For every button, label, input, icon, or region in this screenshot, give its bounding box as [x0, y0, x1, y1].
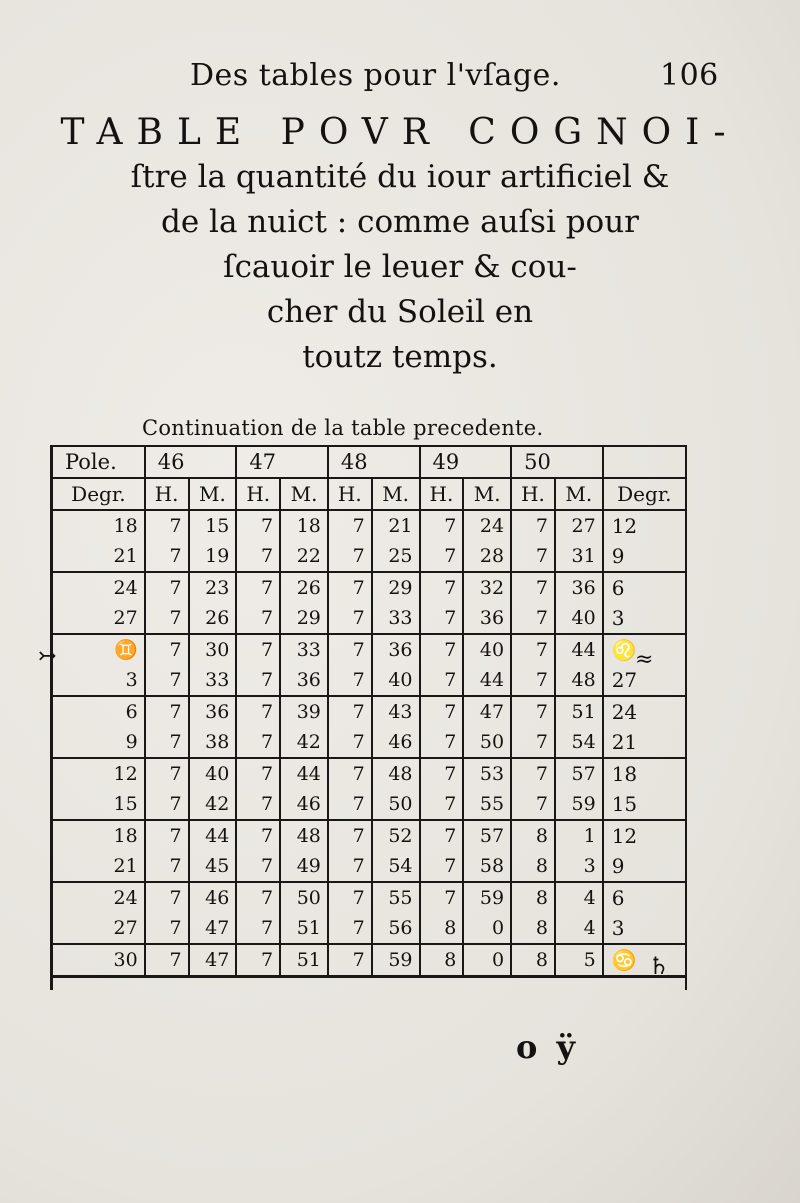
hour-cell: 7	[236, 603, 280, 634]
degree-cell-right: 15	[603, 789, 685, 820]
hour-header: H.	[145, 478, 189, 510]
table-row	[53, 789, 685, 820]
sun-table-grid	[53, 445, 685, 978]
minute-cell: 40	[189, 758, 237, 789]
degree-cell-right: 9	[603, 851, 685, 882]
pole-value: 47	[236, 446, 328, 478]
pointing-hand-mark: ↣	[38, 644, 57, 669]
hour-cell: 7	[145, 851, 189, 882]
hour-cell: 7	[328, 727, 372, 758]
hour-cell: 7	[420, 603, 464, 634]
minute-cell: 38	[189, 727, 237, 758]
degree-cell-right: 6	[611, 886, 625, 910]
hour-cell: 7	[236, 727, 280, 758]
minute-cell: 26	[189, 603, 237, 634]
minute-cell: 56	[372, 913, 420, 944]
minute-cell: 32	[463, 572, 511, 603]
title-line-2: ſtre la quantité du iour artificiel &	[130, 159, 670, 195]
hour-cell: 8	[511, 913, 555, 944]
minute-cell: 57	[463, 820, 511, 851]
table-title	[40, 110, 760, 380]
degree-cell-right: 18	[611, 762, 638, 786]
hour-cell: 7	[145, 758, 189, 789]
minute-header: M.	[463, 478, 511, 510]
minute-cell: 40	[372, 665, 420, 696]
minute-cell: 1	[555, 820, 603, 851]
hour-cell: 7	[328, 541, 372, 572]
minute-cell: 4	[555, 882, 603, 913]
hour-cell: 7	[511, 789, 555, 820]
hour-cell: 7	[236, 696, 280, 727]
hour-cell: 7	[236, 510, 280, 541]
hour-header: H.	[511, 478, 555, 510]
degree-cell: 27	[53, 913, 145, 944]
minute-cell: 40	[555, 603, 603, 634]
aquarius-mark: ≈	[635, 647, 654, 672]
minute-cell: 15	[189, 510, 237, 541]
hour-cell: 7	[328, 851, 372, 882]
minute-cell: 19	[189, 541, 237, 572]
hour-cell: 7	[145, 634, 189, 665]
pole-value: 49	[420, 446, 512, 478]
minute-cell: 47	[463, 696, 511, 727]
title-line-3: de la nuict : comme auſsi pour	[160, 204, 640, 240]
hour-cell: 7	[511, 603, 555, 634]
degree-cell: 6	[53, 696, 145, 727]
minute-cell: 36	[555, 572, 603, 603]
degree-cell-right: 27	[603, 665, 685, 696]
minute-cell: 42	[189, 789, 237, 820]
hour-cell: 7	[328, 820, 372, 851]
minute-cell: 36	[372, 634, 420, 665]
table-row	[53, 882, 685, 913]
hour-cell: 7	[328, 510, 372, 541]
hour-cell: 7	[420, 851, 464, 882]
pole-label: Pole.	[53, 446, 145, 478]
hour-cell: 7	[236, 572, 280, 603]
degree-cell: 18	[53, 510, 145, 541]
minute-cell: 33	[189, 665, 237, 696]
hour-cell: 7	[328, 944, 372, 977]
hour-cell: 7	[420, 758, 464, 789]
page-number: 106	[660, 58, 719, 93]
degree-cell-right: 3	[603, 603, 685, 634]
degree-cell: 21	[53, 851, 145, 882]
hour-cell: 7	[145, 665, 189, 696]
minute-header: M.	[555, 478, 603, 510]
hour-cell: 8	[420, 913, 464, 944]
minute-cell: 46	[372, 727, 420, 758]
minute-cell: 57	[555, 758, 603, 789]
table-body	[53, 510, 685, 977]
minute-cell: 51	[555, 696, 603, 727]
hour-cell: 7	[145, 510, 189, 541]
minute-cell: 29	[372, 572, 420, 603]
degree-cell: 24	[53, 572, 145, 603]
hour-cell: 7	[145, 913, 189, 944]
minute-header: M.	[372, 478, 420, 510]
degree-cell-right: 24	[611, 700, 638, 724]
table-row	[53, 665, 685, 696]
minute-cell: 3	[555, 851, 603, 882]
hour-cell: 7	[420, 510, 464, 541]
degree-cell: 18	[53, 820, 145, 851]
minute-cell: 47	[189, 944, 237, 977]
hour-cell: 7	[420, 882, 464, 913]
table-row	[53, 634, 685, 665]
degree-cell-right: ♌	[611, 638, 637, 662]
minute-cell: 49	[280, 851, 328, 882]
degree-cell: 30	[53, 944, 145, 977]
minute-cell: 48	[555, 665, 603, 696]
saturn-mark: ♄	[648, 952, 670, 980]
hour-cell: 7	[328, 789, 372, 820]
minute-cell: 28	[463, 541, 511, 572]
minute-cell: 4	[555, 913, 603, 944]
hour-cell: 7	[145, 789, 189, 820]
minute-cell: 47	[189, 913, 237, 944]
hour-cell: 7	[420, 820, 464, 851]
hour-cell: 7	[236, 541, 280, 572]
table-caption: Continuation de la table precedente.	[142, 416, 544, 440]
pole-value: 50	[511, 446, 603, 478]
hour-cell: 7	[145, 944, 189, 977]
degree-cell: 12	[53, 758, 145, 789]
header-row	[53, 478, 685, 510]
minute-cell: 33	[280, 634, 328, 665]
pole-value: 48	[328, 446, 420, 478]
running-title: Des tables pour l'vſage.	[190, 58, 561, 93]
minute-cell: 5	[555, 944, 603, 977]
degr-header-right: Degr.	[603, 478, 685, 510]
table-row	[53, 944, 685, 977]
hour-cell: 7	[420, 727, 464, 758]
table-row	[53, 510, 685, 541]
minute-cell: 36	[280, 665, 328, 696]
hour-cell: 7	[328, 603, 372, 634]
minute-cell: 36	[189, 696, 237, 727]
minute-cell: 36	[463, 603, 511, 634]
hour-cell: 8	[511, 820, 555, 851]
hour-cell: 7	[145, 541, 189, 572]
table-row	[53, 603, 685, 634]
table-row	[53, 913, 685, 944]
degree-cell-right: ♋	[603, 944, 685, 977]
hour-cell: 7	[236, 634, 280, 665]
hour-cell: 7	[328, 572, 372, 603]
minute-cell: 40	[463, 634, 511, 665]
hour-cell: 7	[236, 944, 280, 977]
table-row	[53, 820, 685, 851]
degree-cell: 27	[53, 603, 145, 634]
minute-cell: 0	[463, 913, 511, 944]
hour-cell: 7	[420, 634, 464, 665]
minute-cell: 42	[280, 727, 328, 758]
minute-cell: 51	[280, 913, 328, 944]
hour-cell: 7	[420, 696, 464, 727]
minute-cell: 51	[280, 944, 328, 977]
minute-cell: 46	[280, 789, 328, 820]
minute-cell: 59	[555, 789, 603, 820]
table-row	[53, 758, 685, 789]
degree-cell-right: 3	[603, 913, 685, 944]
hour-header: H.	[328, 478, 372, 510]
minute-cell: 18	[280, 510, 328, 541]
minute-cell: 21	[372, 510, 420, 541]
hour-cell: 7	[236, 665, 280, 696]
hour-cell: 8	[511, 944, 555, 977]
minute-cell: 59	[463, 882, 511, 913]
minute-cell: 48	[372, 758, 420, 789]
degree-cell-right: 21	[603, 727, 685, 758]
minute-header: M.	[280, 478, 328, 510]
minute-cell: 26	[280, 572, 328, 603]
hour-cell: 7	[145, 820, 189, 851]
hour-cell: 7	[511, 665, 555, 696]
degree-cell: 21	[53, 541, 145, 572]
hour-cell: 7	[328, 665, 372, 696]
hour-cell: 8	[420, 944, 464, 977]
minute-cell: 55	[372, 882, 420, 913]
hour-cell: 7	[328, 913, 372, 944]
degr-header: Degr.	[53, 478, 145, 510]
hour-cell: 7	[236, 913, 280, 944]
hour-cell: 7	[145, 727, 189, 758]
pole-value: 46	[145, 446, 237, 478]
hour-cell: 7	[511, 758, 555, 789]
minute-cell: 31	[555, 541, 603, 572]
minute-cell: 29	[280, 603, 328, 634]
hour-cell: 7	[145, 696, 189, 727]
hour-cell: 7	[328, 634, 372, 665]
minute-cell: 52	[372, 820, 420, 851]
degree-cell: 24	[53, 882, 145, 913]
pole-empty	[603, 446, 685, 478]
minute-cell: 55	[463, 789, 511, 820]
sun-table	[50, 445, 687, 990]
pole-row	[53, 446, 685, 478]
hour-cell: 7	[328, 882, 372, 913]
hour-cell: 7	[236, 758, 280, 789]
minute-cell: 27	[555, 510, 603, 541]
minute-cell: 39	[280, 696, 328, 727]
hour-cell: 7	[511, 572, 555, 603]
degree-cell-right: 6	[611, 576, 625, 600]
minute-cell: 50	[463, 727, 511, 758]
minute-cell: 44	[555, 634, 603, 665]
degree-cell-right: 12	[611, 824, 638, 848]
minute-cell: 25	[372, 541, 420, 572]
title-line-6: toutz temps.	[302, 339, 498, 375]
hour-cell: 8	[511, 882, 555, 913]
hour-cell: 8	[511, 851, 555, 882]
hour-cell: 7	[511, 696, 555, 727]
hour-cell: 7	[145, 882, 189, 913]
minute-cell: 30	[189, 634, 237, 665]
hour-cell: 7	[145, 603, 189, 634]
minute-cell: 59	[372, 944, 420, 977]
minute-cell: 24	[463, 510, 511, 541]
minute-cell: 50	[280, 882, 328, 913]
table-row	[53, 727, 685, 758]
hour-cell: 7	[420, 572, 464, 603]
minute-header: M.	[189, 478, 237, 510]
degree-cell-right: 12	[611, 514, 638, 538]
minute-cell: 48	[280, 820, 328, 851]
hour-cell: 7	[236, 789, 280, 820]
table-row	[53, 851, 685, 882]
minute-cell: 22	[280, 541, 328, 572]
minute-cell: 44	[189, 820, 237, 851]
table-row	[53, 541, 685, 572]
minute-cell: 44	[280, 758, 328, 789]
minute-cell: 23	[189, 572, 237, 603]
minute-cell: 54	[555, 727, 603, 758]
minute-cell: 46	[189, 882, 237, 913]
degree-cell: 9	[53, 727, 145, 758]
minute-cell: 43	[372, 696, 420, 727]
hour-cell: 7	[328, 696, 372, 727]
hour-cell: 7	[236, 820, 280, 851]
title-line-1: TABLE POVR COGNOI-	[60, 112, 740, 153]
minute-cell: 0	[463, 944, 511, 977]
hour-cell: 7	[511, 510, 555, 541]
title-line-4: ſcauoir le leuer & cou-	[223, 249, 577, 285]
hour-cell: 7	[420, 541, 464, 572]
minute-cell: 58	[463, 851, 511, 882]
hour-header: H.	[420, 478, 464, 510]
hour-cell: 7	[236, 851, 280, 882]
hour-cell: 7	[328, 758, 372, 789]
signature-mark: o ÿ	[516, 1028, 580, 1066]
degree-cell: 3	[53, 665, 145, 696]
minute-cell: 50	[372, 789, 420, 820]
minute-cell: 44	[463, 665, 511, 696]
minute-cell: 53	[463, 758, 511, 789]
hour-cell: 7	[420, 789, 464, 820]
hour-cell: 7	[511, 634, 555, 665]
hour-cell: 7	[145, 572, 189, 603]
minute-cell: 33	[372, 603, 420, 634]
degree-cell: 15	[53, 789, 145, 820]
hour-cell: 7	[236, 882, 280, 913]
hour-cell: 7	[511, 727, 555, 758]
table-row	[53, 696, 685, 727]
title-line-5: cher du Soleil en	[266, 294, 534, 330]
degree-cell: ♊	[53, 634, 145, 665]
minute-cell: 45	[189, 851, 237, 882]
minute-cell: 54	[372, 851, 420, 882]
table-row	[53, 572, 685, 603]
hour-header: H.	[236, 478, 280, 510]
hour-cell: 7	[511, 541, 555, 572]
degree-cell-right: 9	[603, 541, 685, 572]
hour-cell: 7	[420, 665, 464, 696]
